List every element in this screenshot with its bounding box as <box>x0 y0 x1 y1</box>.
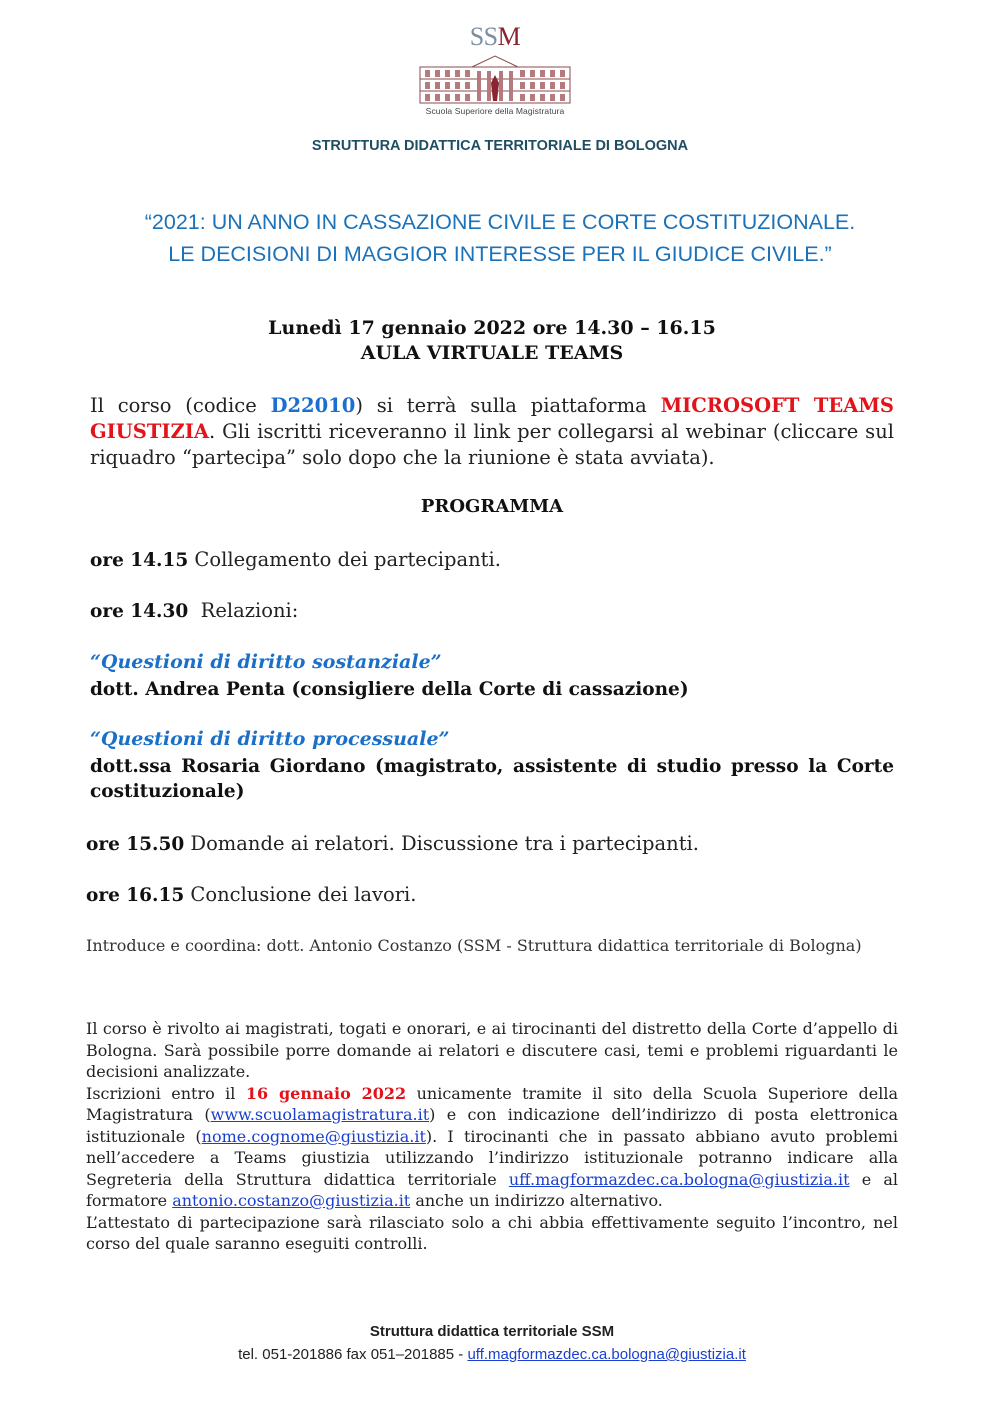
course-code: D22010 <box>270 394 356 417</box>
audience-text: Il corso è rivolto ai magistrati, togati e onorari, e ai tirocinanti del distretto della Corte d’appello di Bologna. Sarà possibile porre domande ai relatori e discutere casi, temi e problemi riguardanti le decisioni analizzate. <box>86 1019 898 1081</box>
title-line-2: LE DECISIONI DI MAGGIOR INTERESSE PER IL GIUDICE CIVILE.” <box>168 242 832 266</box>
title-line-1: “2021: UN ANNO IN CASSAZIONE CIVILE E CORTE COSTITUZIONALE. <box>144 210 856 234</box>
talk-speaker: dott. Andrea Penta (consigliere della Corte di cassazione) <box>90 679 689 700</box>
talk-title: “Questioni di diritto processuale” <box>90 728 450 750</box>
intro-paragraph: Il corso (codice D22010) si terrà sulla piattaforma MICROSOFT TEAMS GIUSTIZIA. Gli iscritti riceveranno il link per collegarsi al webinar (cliccare sul riquadro “partecipa” solo dopo che la riunione è stata avviata). <box>90 394 894 469</box>
email-pattern-link[interactable]: nome.cognome@giustizia.it <box>201 1126 426 1146</box>
program-item: ore 14.30 Relazioni: <box>90 599 299 622</box>
event-date: Lunedì 17 gennaio 2022 ore 14.30 – 16.15 <box>268 317 716 339</box>
program-item: ore 14.15 Collegamento dei partecipanti. <box>90 548 501 571</box>
talk-title: “Questioni di diritto sostanziale” <box>90 651 442 673</box>
certificate-text: L’attestato di partecipazione sarà rilasciato solo a chi abbia effettivamente seguito l’incontro, nel corso del quale saranno eseguiti controlli. <box>86 1212 898 1253</box>
segreteria-email-link[interactable]: uff.magformazdec.ca.bologna@giustizia.it <box>508 1169 850 1189</box>
event-info <box>0 316 984 366</box>
logo-acronym: SSM <box>469 22 521 51</box>
building-icon <box>417 53 573 105</box>
registration-text: Iscrizioni entro il 16 gennaio 2022 unicamente tramite il sito della Scuola Superiore della Magistratura (www.scuolamagistratura.it) e con indicazione dell’indirizzo di posta elettronica istituzionale (nome.cognome@giustizia.it). I tirocinanti che in passato abbiano avuto problemi nell’accedere a Teams giustizia utilizzando l’indirizzo istituzionale potranno indicare alla Segreteria della Struttura didattica territoriale uff.magformazdec.ca.bologna@giustizia.it e al formatore antonio.costanzo@giustizia.it anche un indirizzo alternativo. <box>86 1083 899 1210</box>
site-link[interactable]: www.scuolamagistratura.it <box>210 1105 430 1124</box>
footer-contacts: tel. 051-201886 fax 051–201885 - uff.magformazdec.ca.bologna@giustizia.it <box>238 1346 746 1363</box>
footer-email-link[interactable]: uff.magformazdec.ca.bologna@giustizia.it <box>467 1346 746 1363</box>
program-item: ore 15.50 Domande ai relatori. Discussione tra i partecipanti. <box>86 832 699 855</box>
platform-name: MICROSOFT TEAMS GIUSTIZIA <box>90 394 894 443</box>
program-heading: PROGRAMMA <box>420 496 564 517</box>
registration-deadline: 16 gennaio 2022 <box>245 1083 407 1103</box>
program-time: ore 16.15 <box>86 885 185 906</box>
program-time: ore 14.15 <box>90 550 189 571</box>
ssm-logo <box>410 22 580 122</box>
logo-caption: Scuola Superiore della Magistratura <box>425 106 565 116</box>
program-item: ore 16.15 Conclusione dei lavori. <box>86 883 417 906</box>
talk-speaker: dott.ssa Rosaria Giordano (magistrato, assistente di studio presso la Corte costituzionale) <box>90 756 894 802</box>
event-venue: AULA VIRTUALE TEAMS <box>360 342 624 364</box>
details-section <box>86 1018 898 1255</box>
program-time: ore 15.50 <box>86 834 185 855</box>
page-title <box>0 206 1000 270</box>
formatore-email-link[interactable]: antonio.costanzo@giustizia.it <box>172 1191 411 1210</box>
coordinator-note: Introduce e coordina: dott. Antonio Costanzo (SSM - Struttura didattica territoriale di Bologna) <box>86 936 862 955</box>
footer-org: Struttura didattica territoriale SSM <box>369 1323 615 1340</box>
header-struttura: STRUTTURA DIDATTICA TERRITORIALE DI BOLOGNA <box>311 138 689 154</box>
program-time: ore 14.30 <box>90 601 189 622</box>
